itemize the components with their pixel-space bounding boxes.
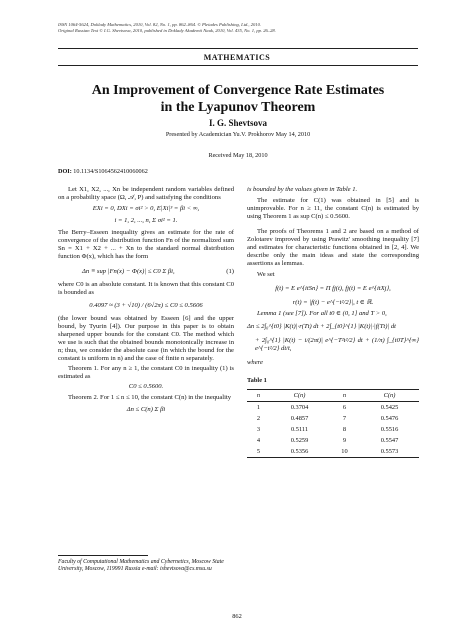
table-row [247,413,419,424]
lemma-1-equation-line1: Δn ≤ 2∫₀^{t0} |K(t)|·r(Tt) dt + 2∫_{t0}^{1} |K(t)|·|f(Tt)| dt [247,323,397,330]
table-cell: 0.5516 [380,425,399,433]
table-row [247,435,419,446]
theorem-1-equation: C0 ≤ 0.5600. [128,383,164,390]
table-row [247,446,419,458]
right-column [247,186,419,458]
table-reference-text: is bounded by the values given in Table 1. [247,186,358,193]
received-date: Received May 18, 2010 [208,152,268,159]
table-1 [247,377,419,458]
author: I. G. Shevtsova [208,118,267,128]
journal-header-line2: Original Russian Text © I.G. Shevtsova, 2010, published in Doklady Akademii Nauk, 2010, Vol. 435, No. 1, pp. 26–28. [58,28,276,33]
page-number: 862 [232,613,242,620]
table-cell: 0.5547 [380,436,399,444]
lemma-1-equation-line2: + 2∫₀^{1} |K(t) − i/(2πt)| e^{−T²t²/2} dt + (1/π) ∫_{t0T}^{∞} e^{−t²/2} dt/t, [255,337,419,352]
table-cell: 0.5111 [290,425,309,433]
equation-1 [58,265,234,281]
footnote-rule [58,555,148,556]
constant-paragraph: where C0 is an absolute constant. It is known that this constant C0 is bounded as [58,281,234,296]
table-cell: 0.5573 [380,447,399,455]
proof-method-paragraph: The proofs of Theorems 1 and 2 are based on a method of Zolotarev improved by using Prawitz' smoothing inequality [7] and estimates for characteristic functions obtained in [2, 4]. We describe only the main ideas and state the corresponding assertions as lemmas. [247,228,419,267]
table-cell: 0.4857 [290,414,309,422]
r-function-equation: r(t) = |f(t) − e^{−t²/2}|, t ∈ ℝ. [292,299,374,306]
table-cell: 3 [256,425,261,433]
table-cell: 0.3704 [290,403,309,411]
table-1-title: Table 1 [247,377,267,384]
table-cell: 8 [342,425,347,433]
table-cell: 4 [256,436,261,444]
table-header-cell: C(n) [293,391,306,399]
table-header-cell: n [342,391,347,399]
table-cell: 6 [342,403,347,411]
table-cell: 0.5476 [380,414,399,422]
table-header-cell: C(n) [383,391,396,399]
header-rule-bottom [58,65,418,66]
presented-by: Presented by Academician Yu.V. Prokhorov May 14, 2010 [165,131,311,138]
we-set-text: We set [257,271,275,278]
characteristic-function-equation: f(t) = E e^{itSn} = Π fj(t), fj(t) = E e^{itXj}, [275,285,391,292]
header-rule-top [58,48,418,49]
table-cell: 0.5425 [380,403,399,411]
table-cell: 0.5356 [290,447,309,455]
history-paragraph: (the lower bound was obtained by Esseen [6] and the upper bound, by Tyurin [4]). Our purpose in this paper is to obtain sharpened upper bounds for the constant C0. The method which we use is such that the obtained bounds monotonically increase in n; thus, we consider the absolute case (in which the bound for the constant is uniform in n) and the case of finite n separately. [58,315,234,362]
where-text: where [247,359,263,366]
conditions-equation-1: EXi = 0, DXi = σi² > 0, E|Xi|³ = βi < ∞, [92,205,200,212]
theorem-2: Theorem 2. For 1 ≤ n ≤ 10, the constant C(n) in the inequality [68,394,232,401]
journal-header-line1: ISSN 1064-5624, Doklady Mathematics, 2010, Vol. 82, No. 1, pp. 862–864. © Pleiades Publishing, Ltd., 2010. [58,22,262,27]
equation-1-number: (1) [226,268,234,275]
paper-title-line1: An Improvement of Convergence Rate Estimates [91,83,385,98]
equation-1-body: Δn ≡ sup |Fn(x) − Φ(x)| ≤ C0 Σ βi, [82,268,175,275]
doi-value: 10.1134/S1064562410060062 [73,168,148,175]
berry-esseen-paragraph: The Berry–Esseen inequality gives an estimate for the rate of convergence of the distribution function Fn of the normalized sum Sn = X1 + X2 + ... + Xn to the standard normal distribution function Φ(x), which has the form [58,229,234,260]
table-cell: 10 [341,447,348,455]
intro-paragraph: Let X1, X2, ..., Xn be independent random variables defined on a probability space (Ω, 𝒜, P) and satisfying the conditions [58,186,234,201]
paper-title [58,82,418,116]
journal-header [58,22,276,34]
table-cell: 7 [342,414,347,422]
table-row [247,424,419,435]
table-cell: 2 [256,414,261,422]
doi [58,168,148,175]
table-cell: 5 [256,447,261,455]
table-cell: 9 [342,436,347,444]
table-header-row [247,390,419,402]
theorem-1: Theorem 1. For any n ≥ 1, the constant C0 in inequality (1) is estimated as [58,365,234,380]
left-column [58,186,234,414]
affiliation-footnote: Faculty of Computational Mathematics and Cybernetics, Moscow State University, Moscow, 119991 Russia e-mail: ishevtsova@cs.msu.su [58,559,224,572]
table-cell: 1 [256,403,261,411]
section-title: MATHEMATICS [203,53,271,62]
table-cell: 0.5259 [290,436,309,444]
table-row [247,402,419,414]
equation-2: 0.4097 ≈ (3 + √10) / (6√2π) ≤ C0 ≤ 0.5606 [89,302,203,309]
doi-label: DOI: [58,168,72,175]
conditions-equation-2: i = 1, 2, ..., n, Σ σi² = 1. [114,217,178,224]
lemma-1: Lemma 1 (see [7]). For all t0 ∈ (0, 1] and T > 0, [257,310,387,317]
estimate-paragraph: The estimate for C(1) was obtained in [5] and is unimprovable. For n ≥ 11, the constant C(n) is estimated by using Theorem 1 as sup C(n) ≤ 0.5600. [247,197,419,220]
table-header-cell: n [256,391,261,399]
theorem-2-equation: Δn ≤ C(n) Σ βi [126,406,166,413]
table-1-grid [247,389,419,458]
paper-title-line2: in the Lyapunov Theorem [160,100,316,115]
